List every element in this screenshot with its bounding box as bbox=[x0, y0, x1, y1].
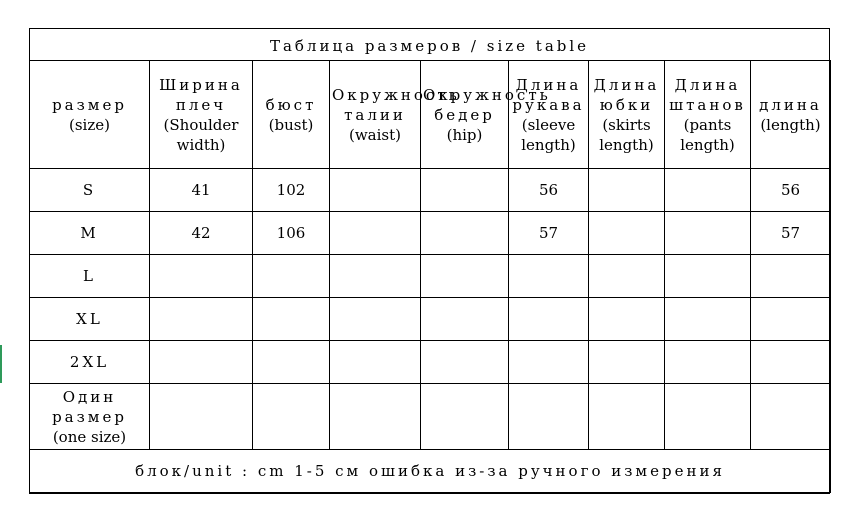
hip-cell bbox=[421, 212, 509, 255]
header-label: длина bbox=[759, 95, 822, 114]
length-cell bbox=[751, 341, 831, 384]
header-label-en: (waist) bbox=[348, 125, 401, 144]
hip-cell bbox=[421, 169, 509, 212]
bust-cell bbox=[253, 341, 330, 384]
sleeve-cell bbox=[509, 298, 589, 341]
waist-cell bbox=[330, 255, 421, 298]
header-label-en: (skirts length) bbox=[599, 115, 654, 154]
pants-cell bbox=[665, 298, 751, 341]
header-row bbox=[30, 61, 831, 169]
hip-cell bbox=[421, 384, 509, 450]
header-label-en: (sleeve length) bbox=[521, 115, 576, 154]
header-sleeve bbox=[509, 61, 589, 169]
shoulder-cell bbox=[150, 298, 253, 341]
table-row bbox=[30, 255, 831, 298]
header-label: Длина штанов bbox=[669, 75, 746, 114]
table-row bbox=[30, 169, 831, 212]
skirt-cell bbox=[589, 298, 665, 341]
left-edge-mark bbox=[0, 345, 2, 383]
header-label-en: (size) bbox=[69, 115, 110, 134]
sleeve-cell bbox=[509, 255, 589, 298]
length-cell: 57 bbox=[751, 212, 831, 255]
pants-cell bbox=[665, 212, 751, 255]
skirt-cell bbox=[589, 384, 665, 450]
bust-cell: 102 bbox=[253, 169, 330, 212]
header-label-en: (bust) bbox=[268, 115, 314, 134]
bust-cell: 106 bbox=[253, 212, 330, 255]
bust-cell bbox=[253, 255, 330, 298]
header-label: бюст bbox=[265, 95, 317, 114]
waist-cell bbox=[330, 169, 421, 212]
table-row bbox=[30, 384, 831, 450]
size-label: Один размер bbox=[52, 387, 127, 426]
hip-cell bbox=[421, 341, 509, 384]
waist-cell bbox=[330, 212, 421, 255]
skirt-cell bbox=[589, 341, 665, 384]
header-label: Длина рукава bbox=[512, 75, 585, 114]
size-label-en: (one size) bbox=[52, 427, 127, 446]
header-label-en: (hip) bbox=[446, 125, 483, 144]
sleeve-cell: 57 bbox=[509, 212, 589, 255]
header-label: Окружность талии bbox=[332, 85, 460, 124]
header-label: Длина юбки bbox=[593, 75, 660, 114]
sleeve-cell bbox=[509, 341, 589, 384]
header-label: размер bbox=[52, 95, 127, 114]
pants-cell bbox=[665, 255, 751, 298]
table-row bbox=[30, 212, 831, 255]
waist-cell bbox=[330, 341, 421, 384]
header-label-en: (length) bbox=[760, 115, 821, 134]
skirt-cell bbox=[589, 169, 665, 212]
footer-note: блок/unit : cm 1-5 см ошибка из-за ручного измерения bbox=[30, 450, 831, 493]
size-table-frame bbox=[29, 28, 830, 494]
size-cell: XL bbox=[30, 298, 150, 341]
length-cell bbox=[751, 298, 831, 341]
header-label: Окружность бедер bbox=[423, 85, 551, 124]
bust-cell bbox=[253, 384, 330, 450]
shoulder-cell bbox=[150, 384, 253, 450]
shoulder-cell: 42 bbox=[150, 212, 253, 255]
footer-row bbox=[30, 450, 831, 493]
header-skirt bbox=[589, 61, 665, 169]
header-pants bbox=[665, 61, 751, 169]
table-row bbox=[30, 341, 831, 384]
size-cell: S bbox=[30, 169, 150, 212]
shoulder-cell: 41 bbox=[150, 169, 253, 212]
header-shoulder bbox=[150, 61, 253, 169]
shoulder-cell bbox=[150, 341, 253, 384]
pants-cell bbox=[665, 384, 751, 450]
length-cell bbox=[751, 384, 831, 450]
size-cell bbox=[30, 384, 150, 450]
header-waist bbox=[330, 61, 460, 169]
header-size bbox=[30, 61, 150, 169]
header-label-en: (pants length) bbox=[680, 115, 735, 154]
waist-cell bbox=[330, 384, 421, 450]
hip-cell bbox=[421, 255, 509, 298]
pants-cell bbox=[665, 169, 751, 212]
shoulder-cell bbox=[150, 255, 253, 298]
pants-cell bbox=[665, 341, 751, 384]
header-label-en: (Shoulder width) bbox=[163, 115, 239, 154]
size-cell: M bbox=[30, 212, 150, 255]
sleeve-cell bbox=[509, 384, 589, 450]
hip-cell bbox=[421, 298, 509, 341]
length-cell bbox=[751, 255, 831, 298]
length-cell: 56 bbox=[751, 169, 831, 212]
table-title: Таблица размеров / size table bbox=[30, 29, 829, 61]
sleeve-cell: 56 bbox=[509, 169, 589, 212]
size-cell: 2XL bbox=[30, 341, 150, 384]
header-label: Ширина плеч bbox=[159, 75, 243, 114]
table-row bbox=[30, 298, 831, 341]
bust-cell bbox=[253, 298, 330, 341]
skirt-cell bbox=[589, 255, 665, 298]
skirt-cell bbox=[589, 212, 665, 255]
header-length bbox=[751, 61, 831, 169]
waist-cell bbox=[330, 298, 421, 341]
header-bust bbox=[253, 61, 330, 169]
size-cell: L bbox=[30, 255, 150, 298]
size-table bbox=[29, 60, 831, 493]
